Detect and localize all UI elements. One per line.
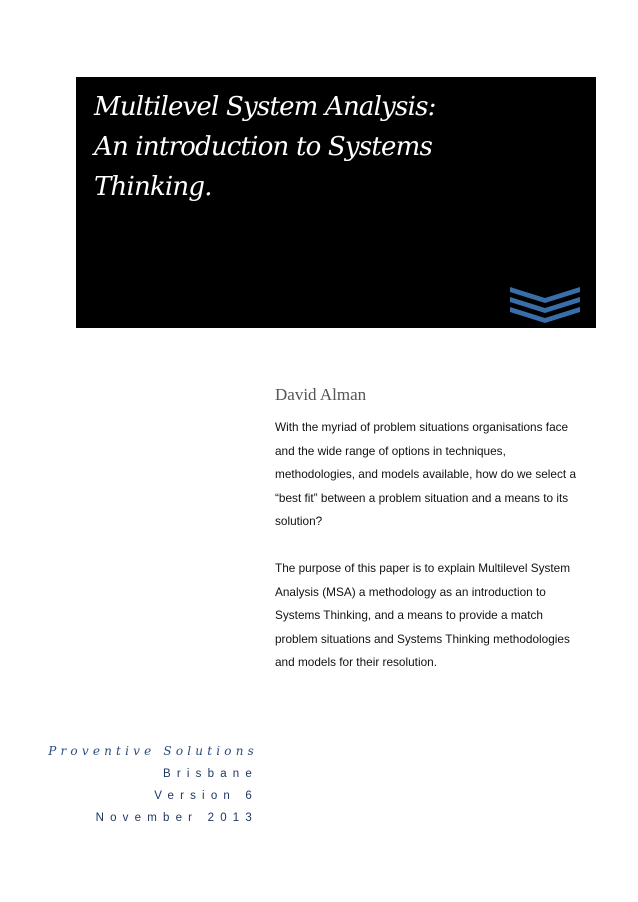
title-banner bbox=[76, 77, 596, 328]
author-name: David Alman bbox=[275, 385, 367, 404]
title-line-2: An introduction to Systems bbox=[94, 132, 432, 162]
stacked-chevrons-icon bbox=[510, 286, 580, 324]
abstract-paragraph-2: The purpose of this paper is to explain Multilevel System Analysis (MSA) a methodology as an introduction to Systems Thinking, and a means to provide a match problem situations and Systems Thinking methodologies and models for their resolution. bbox=[275, 561, 571, 669]
title-line-3: Thinking. bbox=[94, 172, 212, 202]
document-title bbox=[94, 87, 534, 207]
abstract bbox=[275, 416, 585, 675]
company-name: Proventive Solutions bbox=[48, 744, 258, 758]
city: Brisbane bbox=[163, 768, 258, 780]
version-label: Version 6 bbox=[154, 790, 258, 802]
title-line-1: Multilevel System Analysis: bbox=[94, 92, 436, 122]
publication-date: November 2013 bbox=[95, 812, 258, 824]
abstract-paragraph-1: With the myriad of problem situations organisations face and the wide range of options in techniques, methodologies, and models available, how do we select a “best fit” between a problem situation and a means to its solution? bbox=[275, 420, 577, 528]
